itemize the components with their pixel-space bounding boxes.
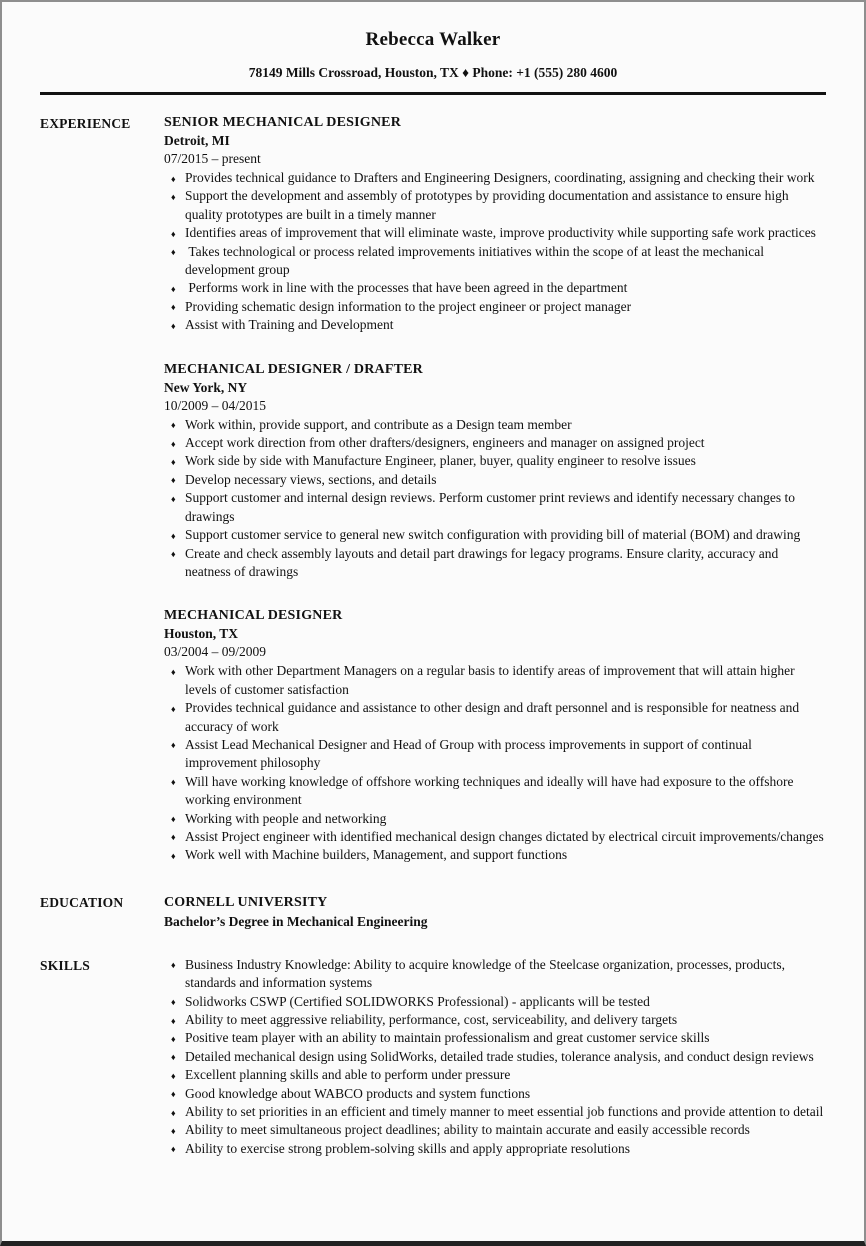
bullet-item: ♦ Support customer service to general new switch configuration with providing bill of material (BOM) and drawing	[164, 526, 826, 544]
skills-body	[164, 956, 826, 1158]
bullet-item: ♦ Develop necessary views, sections, and details	[164, 471, 826, 489]
bullet-item: ♦ Providing schematic design information to the project engineer or project manager	[164, 298, 826, 316]
bullet-item: ♦ Identifies areas of improvement that will eliminate waste, improve productivity while supporting safe work practices	[164, 224, 826, 242]
job-title: MECHANICAL DESIGNER	[164, 608, 343, 624]
bullet-item: ♦ Work within, provide support, and contribute as a Design team member	[164, 416, 826, 434]
bullet-item: ♦ Accept work direction from other drafters/designers, engineers and manager on assigned project	[164, 434, 826, 452]
experience-body	[164, 114, 826, 865]
bullet-item: ♦ Performs work in line with the processes that have been agreed in the department	[164, 279, 826, 297]
skills-label: SKILLS	[40, 957, 90, 973]
bullet-item: ♦ Support customer and internal design reviews. Perform customer print reviews and identify necessary changes to drawings	[164, 489, 826, 526]
bullet-item: ♦ Ability to set priorities in an efficient and timely manner to meet essential job functions and provide attention to detail	[164, 1103, 826, 1121]
bullet-item: ♦ Ability to exercise strong problem-solving skills and apply appropriate resolutions	[164, 1140, 826, 1158]
resume-body	[2, 95, 864, 1158]
education-label: EDUCATION	[40, 894, 124, 910]
job-bullet-list	[164, 416, 826, 582]
bullet-item: ♦ Work side by side with Manufacture Engineer, planer, buyer, quality engineer to resolve issues	[164, 452, 826, 470]
bullet-item: ♦ Work with other Department Managers on a regular basis to identify areas of improvement that will attain higher levels of customer satisfaction	[164, 662, 826, 699]
bullet-item: ♦ Provides technical guidance to Drafters and Engineering Designers, coordinating, assigning and checking their work	[164, 169, 826, 187]
job-title: SENIOR MECHANICAL DESIGNER	[164, 115, 402, 130]
bullet-item: ♦ Provides technical guidance and assistance to other design and draft personnel and is responsible for neatness and accuracy of work	[164, 699, 826, 736]
education-degree: Bachelor’s Degree in Mechanical Engineering	[164, 913, 428, 929]
job-entry-mechanical-designer	[164, 607, 826, 864]
bullet-item: ♦ Good knowledge about WABCO products and system functions	[164, 1085, 826, 1103]
section-education	[40, 893, 826, 932]
bullet-item: ♦ Takes technological or process related improvements initiatives within the scope of at least the mechanical development group	[164, 243, 826, 280]
bullet-item: ♦ Ability to meet simultaneous project deadlines; ability to maintain accurate and easily accessible records	[164, 1121, 826, 1139]
contact-line: 78149 Mills Crossroad, Houston, TX ♦ Phone: +1 (555) 280 4600	[248, 65, 618, 80]
bullet-item: ♦ Support the development and assembly of prototypes by providing documentation and assistance to ensure high quality prototypes are built in a timely manner	[164, 187, 826, 224]
bullet-item: ♦ Work well with Machine builders, Management, and support functions	[164, 846, 826, 864]
job-entry-senior-mechanical-designer	[164, 114, 826, 335]
bullet-item: ♦ Excellent planning skills and able to perform under pressure	[164, 1066, 826, 1084]
bullet-item: ♦ Will have working knowledge of offshore working techniques and ideally will have had exposure to the offshore working environment	[164, 773, 826, 810]
section-experience	[40, 114, 826, 865]
bullet-item: ♦ Positive team player with an ability to maintain professionalism and great customer service skills	[164, 1029, 826, 1047]
bullet-item: ♦ Assist with Training and Development	[164, 316, 826, 334]
resume-header	[2, 2, 864, 81]
bullet-item: ♦ Business Industry Knowledge: Ability to acquire knowledge of the Steelcase organization, processes, products, standards and information systems	[164, 956, 826, 993]
job-location: Detroit, MI	[164, 133, 230, 148]
job-dates: 03/2004 – 09/2009	[164, 644, 267, 660]
bullet-item: ♦ Create and check assembly layouts and detail part drawings for legacy programs. Ensure clarity, accuracy and neatness of drawings	[164, 545, 826, 582]
bullet-item: ♦ Working with people and networking	[164, 810, 826, 828]
bullet-item: ♦ Ability to meet aggressive reliability, performance, cost, serviceability, and delivery targets	[164, 1011, 826, 1029]
job-bullet-list	[164, 169, 826, 335]
bullet-item: ♦ Assist Lead Mechanical Designer and Head of Group with process improvements in support of continual improvement philosophy	[164, 736, 826, 773]
education-school: CORNELL UNIVERSITY	[164, 894, 328, 910]
job-bullet-list	[164, 662, 826, 864]
person-name: Rebecca Walker	[365, 29, 501, 50]
skills-bullet-list	[164, 956, 826, 1158]
job-location: New York, NY	[164, 379, 248, 395]
job-dates: 07/2015 – present	[164, 151, 261, 166]
experience-label: EXPERIENCE	[40, 116, 131, 131]
job-entry-mechanical-designer-drafter	[164, 361, 826, 582]
section-skills	[40, 956, 826, 1158]
bullet-item: ♦ Assist Project engineer with identified mechanical design changes dictated by electrical circuit improvements/changes	[164, 828, 826, 846]
education-body	[164, 893, 826, 932]
bullet-item: ♦ Solidworks CSWP (Certified SOLIDWORKS Professional) - applicants will be tested	[164, 993, 826, 1011]
job-dates: 10/2009 – 04/2015	[164, 397, 267, 413]
job-title: MECHANICAL DESIGNER / DRAFTER	[164, 361, 423, 377]
bullet-item: ♦ Detailed mechanical design using SolidWorks, detailed trade studies, tolerance analysis, and conduct design reviews	[164, 1048, 826, 1066]
job-location: Houston, TX	[164, 626, 239, 642]
